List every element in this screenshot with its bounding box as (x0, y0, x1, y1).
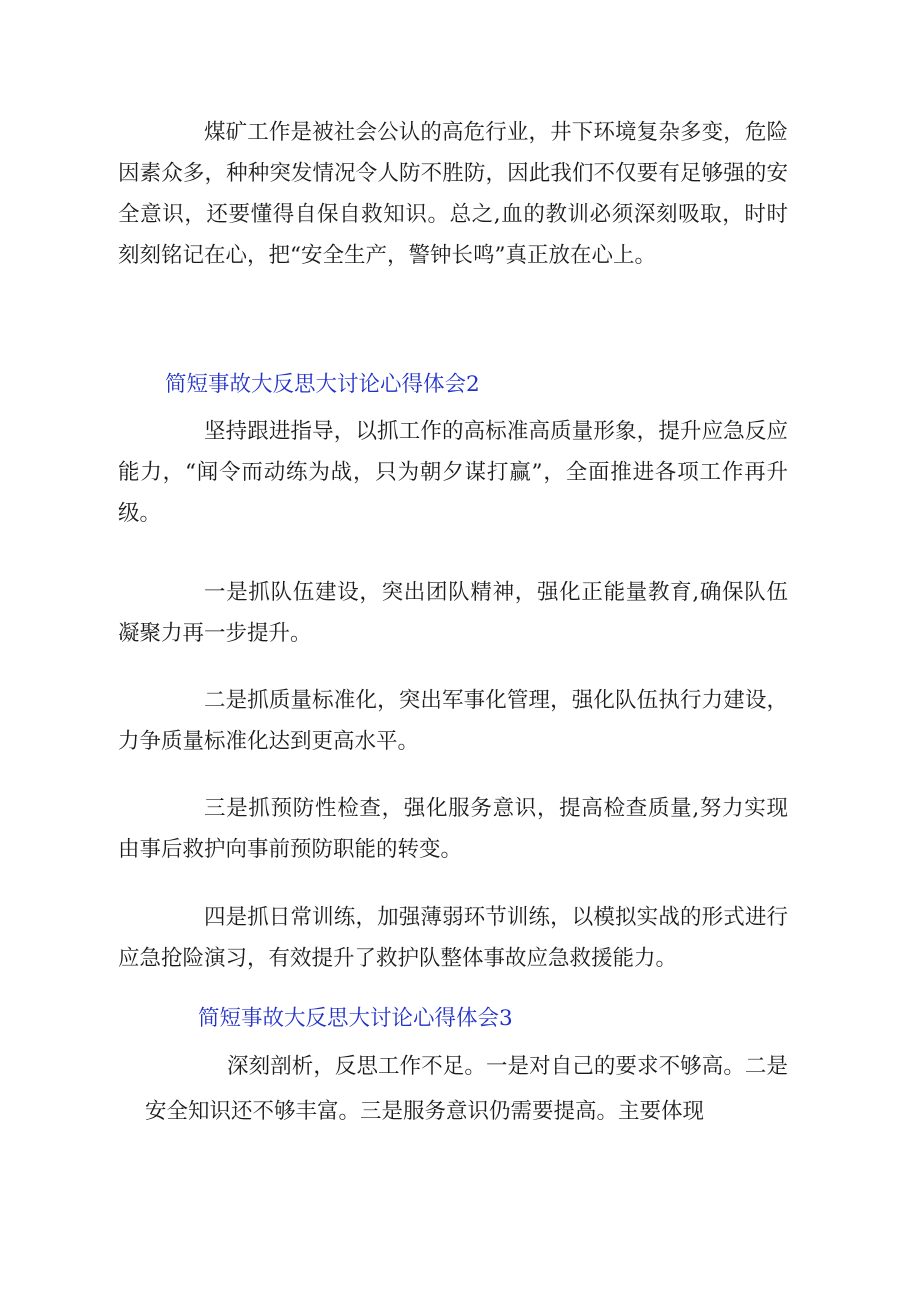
paragraph-4: 二是抓质量标准化，突出军事化管理，强化队伍执行力建设，力争质量标准化达到更高水平。 (118, 688, 788, 754)
paragraph-2: 坚持跟进指导，以抓工作的高标准高质量形象，提升应急反应能力，“闻令而动练为战，只为朝夕谋打赢”，全面推进各项工作再升级。 (118, 419, 788, 526)
paragraph-3: 一是抓队伍建设，突出团队精神，强化正能量教育,确保队伍凝聚力再一步提升。 (118, 580, 788, 646)
section-heading-3: 简短事故大反思大讨论心得体会3 (198, 1006, 513, 1031)
section-heading-2: 简短事故大反思大讨论心得体会2 (165, 372, 480, 397)
paragraph-7: 深刻剖析，反思工作不足。一是对自己的要求不够高。二是安全知识还不够丰富。三是服务意识仍需要提高。主要体现 (145, 1054, 788, 1124)
paragraph-1: 煤矿工作是被社会公认的高危行业，井下环境复杂多变，危险因素众多，种种突发情况令人防不胜防，因此我们不仅要有足够强的安全意识，还要懂得自保自救知识。总之,血的教训必须深刻吸取，时时刻刻铭记在心，把“安全生产，警钟长鸣”真正放在心上。 (118, 120, 788, 268)
paragraph-6: 四是抓日常训练，加强薄弱环节训练，以模拟实战的形式进行应急抢险演习，有效提升了救护队整体事故应急救援能力。 (118, 905, 788, 971)
paragraph-5: 三是抓预防性检查，强化服务意识，提高检查质量,努力实现由事后救护向事前预防职能的转变。 (118, 796, 788, 862)
